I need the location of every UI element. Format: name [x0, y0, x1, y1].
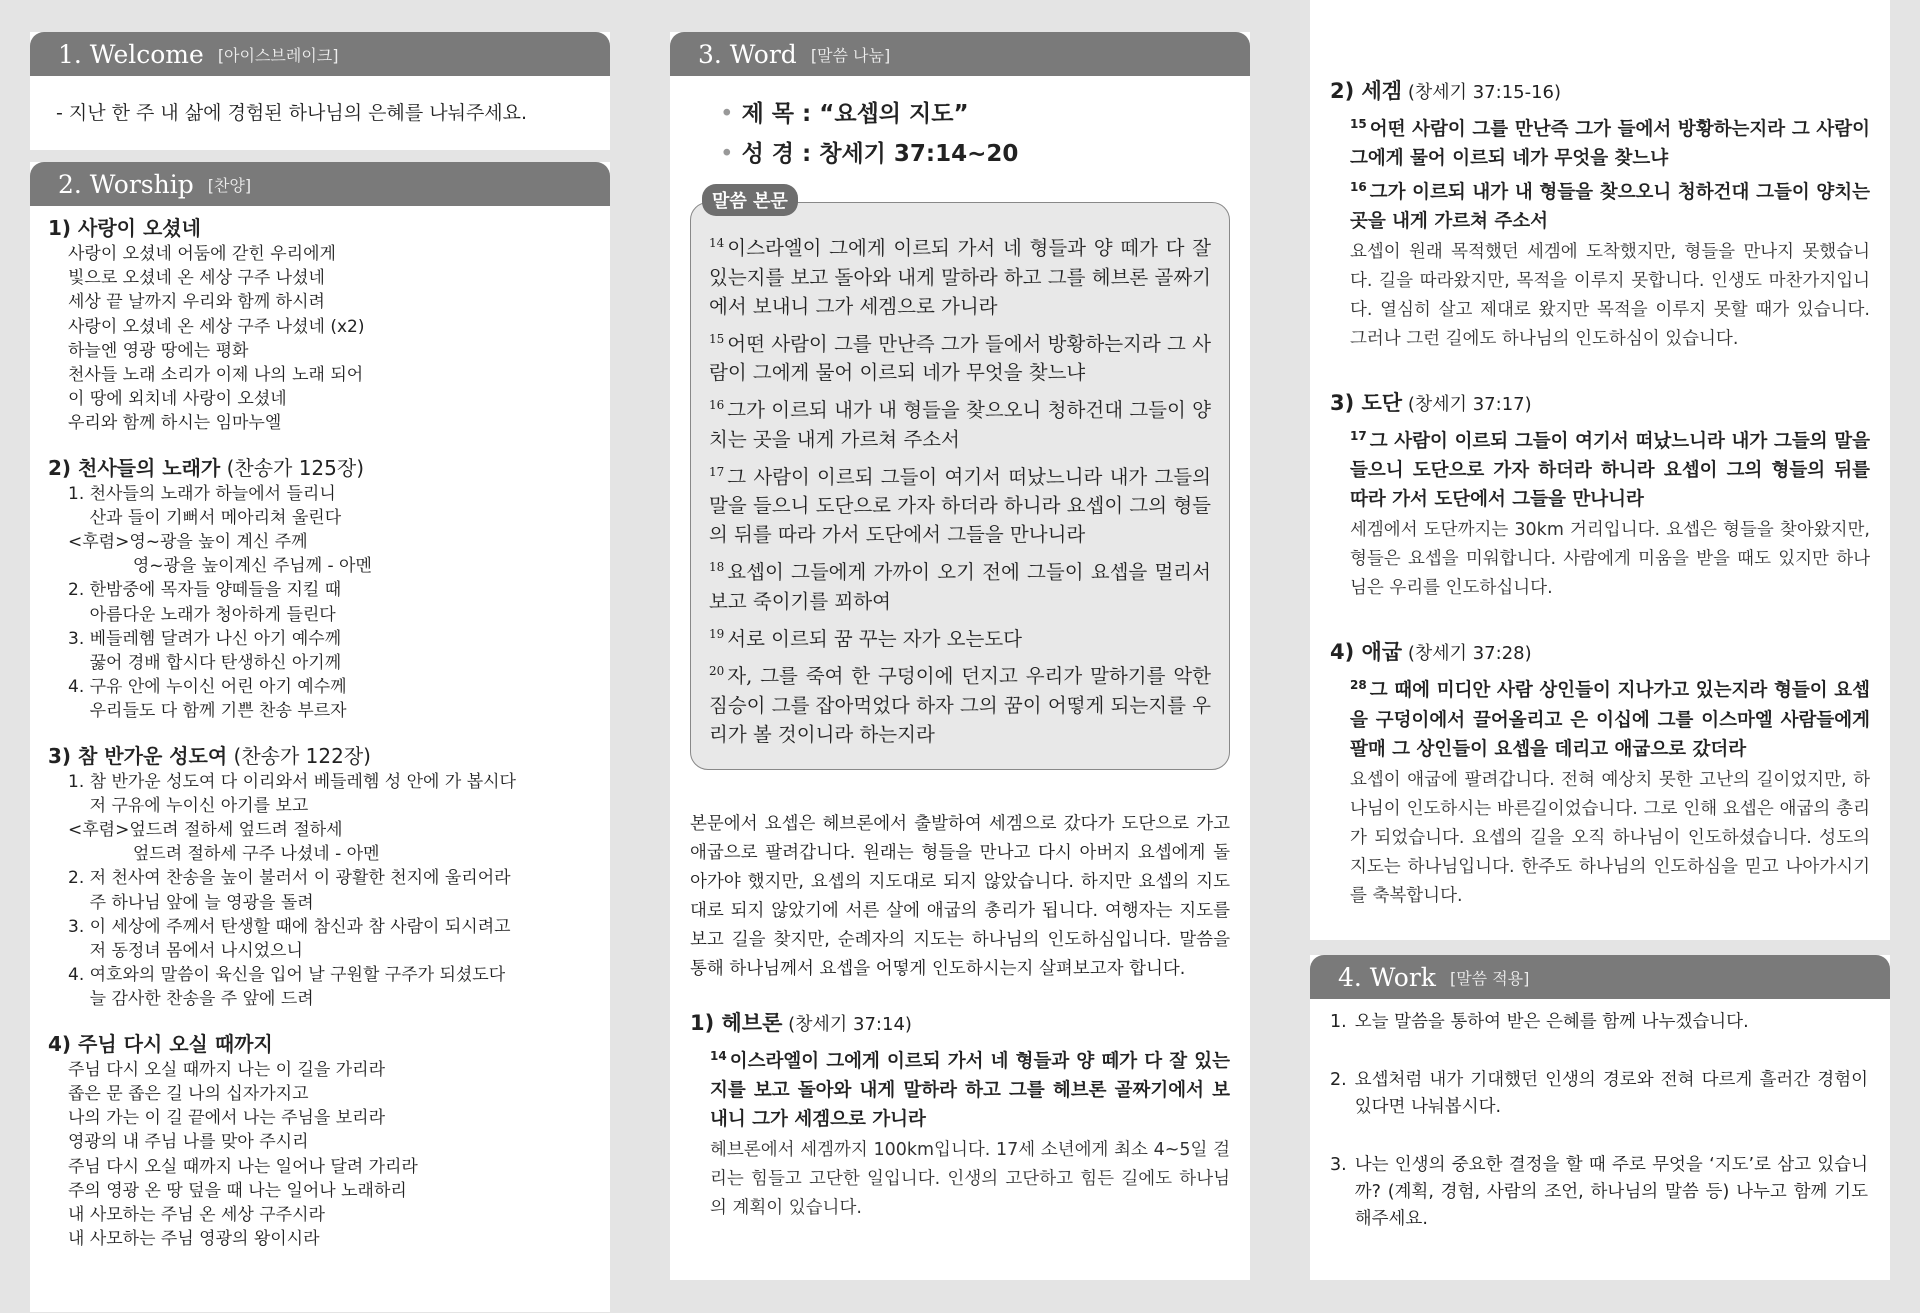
- lyric-line: 빛으로 오셨네 온 세상 구주 나셨네: [68, 268, 325, 289]
- point-verse: $^{17}$ 그 사람이 이르되 그들이 여기서 떠났느니라 내가 그들의 말을 들으니 도단으로 가자 하더라 하니라 요셉이 그의 형들의 뒤를 따라 가서 도단에서 그들을 만나니라: [1350, 429, 1870, 511]
- work-question: 1. 오늘 말씀을 통하여 받은 은혜를 함께 나누겠습니다.: [1330, 1012, 1749, 1032]
- point-description: 헤브론에서 세겜까지 100km입니다. 17세 소년에게 최소 4~5일 걸리는 힘들고 고단한 일입니다. 인생의 고단하고 힘든 길에도 하나님의 계획이 있습니다.: [710, 1139, 1230, 1218]
- work-section: [1310, 955, 1890, 1280]
- point-title: 4) 애굽 (창세기 37:28): [1330, 640, 1532, 665]
- point-verse: $^{16}$ 그가 이르되 내가 내 형들을 찾으오니 청하건대 그들이 양치는 곳을 내게 가르쳐 주소서: [1350, 180, 1870, 233]
- lyric-line: 주 하나님 앞에 늘 영광을 돌려: [68, 892, 314, 913]
- hymn-lyrics: [48, 242, 610, 436]
- hymn-lyrics: [48, 1058, 610, 1252]
- sermon-title: • 제 목 : “요셉의 지도”: [720, 101, 969, 127]
- hymn: [48, 454, 610, 724]
- lyric-line: 1. 천사들의 노래가 하늘에서 들리니: [68, 483, 336, 504]
- hymn: [48, 742, 610, 1012]
- point-description: 세겜에서 도단까지는 30km 거리입니다. 요셉은 형들을 찾아왔지만, 형들은 요셉을 미워합니다. 사람에게 미움을 받을 때도 있지만 하나님은 우리를 인도하십니다.: [1350, 520, 1870, 599]
- word-title: 3. Word: [698, 39, 797, 69]
- lyric-line: 좁은 문 좁은 길 나의 십자가지고: [68, 1083, 309, 1104]
- lyric-line: 천사들 노래 소리가 이제 나의 노래 되어: [68, 365, 364, 386]
- passage-verse: $^{14}$ 이스라엘이 그에게 이르되 가서 네 형들과 양 떼가 다 잘 있는지를 보고 돌아와 내게 말하라 하고 그를 헤브론 골짜기에서 보내니 그가 세겜으로 가니라: [709, 236, 1211, 318]
- lyric-line: <후렴>영~광을 높이 계신 주께: [68, 532, 308, 553]
- lyric-line: 영광의 내 주님 나를 맞아 주시리: [68, 1132, 309, 1153]
- hymn-title: 4) 주님 다시 오실 때까지: [48, 1031, 273, 1056]
- lyric-line: 4. 구유 안에 누이신 어린 아기 예수께: [68, 677, 347, 698]
- point-title: 1) 헤브론 (창세기 37:14): [690, 1010, 912, 1035]
- welcome-section: [30, 32, 610, 150]
- lyric-line: 주님 다시 오실 때까지 나는 일어나 달려 가리라: [68, 1156, 418, 1177]
- lyric-line: 우리와 함께 하시는 임마누엘: [68, 413, 282, 434]
- point-verse: $^{28}$ 그 때에 미디안 사람 상인들이 지나가고 있는지라 형들이 요셉을 구덩이에서 끌어올리고 은 이십에 그를 이스마엘 사람들에게 팔매 그 상인들이 요셉을 데리고 애굽으로 갔더라: [1350, 678, 1870, 760]
- passage-verse: $^{17}$ 그 사람이 이르되 그들이 여기서 떠났느니라 내가 그들의 말을 들으니 도단으로 가자 하더라 하니라 요셉이 그의 형들의 뒤를 따라 가서 도단에서 그들을 만나니라: [709, 464, 1211, 546]
- word-body: [670, 76, 1250, 1223]
- lyric-line: 사랑이 오셨네 어둠에 갇힌 우리에게: [68, 244, 336, 264]
- lyric-line: 늘 감사한 찬송을 주 앞에 드려: [68, 989, 314, 1010]
- lyric-line: 꿇어 경배 합시다 탄생하신 아기께: [68, 653, 342, 674]
- lyric-line: 산과 들이 기뻐서 메아리쳐 울린다: [68, 507, 342, 528]
- hymn-lyrics: [48, 482, 610, 724]
- welcome-header: [30, 32, 610, 76]
- lyric-line: 내 사모하는 주님 온 세상 구주시라: [68, 1204, 325, 1225]
- hymn: [48, 214, 610, 436]
- work-question: 2. 요셉처럼 내가 기대했던 인생의 경로와 전혀 다르게 흘러간 경험이 있다면 나눠봅시다.: [1330, 1070, 1868, 1117]
- hymn: [48, 1030, 610, 1252]
- point-title: 3) 도단 (창세기 37:17): [1330, 391, 1532, 416]
- point-verse: $^{14}$ 이스라엘이 그에게 이르되 가서 네 형들과 양 떼가 다 잘 있는지를 보고 돌아와 내게 말하라 하고 그를 헤브론 골짜기에서 보내니 그가 세겜으로 가니라: [710, 1048, 1230, 1130]
- work-subtitle: [말씀 적용]: [1449, 968, 1530, 988]
- lyric-line: 영~광을 높이계신 주님께 - 아멘: [68, 556, 372, 577]
- worship-title: 2. Worship: [58, 169, 194, 199]
- passage-verse: $^{20}$ 자, 그를 죽여 한 구덩이에 던지고 우리가 말하기를 악한 짐승이 그를 잡아먹었다 하자 그의 꿈이 어떻게 되는지를 우리가 볼 것이니라 하는지라: [709, 664, 1211, 746]
- lyric-line: <후렴>엎드려 절하세 엎드려 절하세: [68, 820, 343, 841]
- work-title: 4. Work: [1338, 962, 1436, 992]
- hymn-title: 1) 사랑이 오셨네: [48, 216, 201, 240]
- hymn-title: 2) 천사들의 노래가 (찬송가 125장): [48, 455, 365, 480]
- lyric-line: 엎드려 절하세 구주 나셨네 - 아멘: [68, 844, 380, 865]
- passage-label: 말씀 본문: [702, 184, 798, 216]
- sermon-point: [690, 1008, 1230, 1223]
- lyric-line: 주의 영광 온 땅 덮을 때 나는 일어나 노래하리: [68, 1180, 407, 1201]
- point-title: 2) 세겜 (창세기 37:15-16): [1330, 79, 1562, 103]
- passage-verse: $^{15}$ 어떤 사람이 그를 만난즉 그가 들에서 방황하는지라 그 사람이 그에게 물어 이르되 네가 무엇을 찾느냐: [709, 331, 1211, 384]
- passage-box: [690, 202, 1230, 770]
- work-list: [1310, 999, 1890, 1233]
- lyric-line: 내 사모하는 주님 영광의 왕이시라: [68, 1229, 320, 1250]
- lyric-line: 우리들도 다 함께 기쁜 찬송 부르자: [68, 701, 347, 722]
- lyric-line: 3. 베들레헴 달려가 나신 아기 예수께: [68, 628, 342, 649]
- lyric-line: 나의 가는 이 길 끝에서 나는 주님을 보리라: [68, 1108, 386, 1129]
- lyric-line: 세상 끝 날까지 우리와 함께 하시려: [68, 292, 325, 313]
- word-header: [670, 32, 1250, 76]
- passage-verse: $^{19}$ 서로 이르되 꿈 꾸는 자가 오는도다: [709, 626, 1022, 650]
- worship-hymn-list: [30, 206, 610, 1251]
- scripture-reference: • 성 경 : 창세기 37:14~20: [720, 141, 1019, 167]
- word-subtitle: [말씀 나눔]: [810, 45, 891, 65]
- worship-subtitle: [찬양]: [207, 175, 252, 195]
- work-question: 3. 나는 인생의 중요한 결정을 할 때 주로 무엇을 ‘지도’로 삼고 있습니까? (계획, 경험, 사람의 조언, 하나님의 말씀 등) 나누고 함께 기도해주세요.: [1330, 1155, 1868, 1229]
- hymn-lyrics: [48, 770, 610, 1012]
- sermon-point: [1330, 76, 1870, 354]
- sermon-point: [1330, 637, 1870, 910]
- lyric-line: 저 동정녀 몸에서 나시었으니: [68, 941, 303, 962]
- lyric-line: 이 땅에 외치네 사랑이 오셨네: [68, 389, 287, 410]
- lyric-line: 주님 다시 오실 때까지 나는 이 길을 가리라: [68, 1059, 386, 1080]
- passage-verse: $^{16}$ 그가 이르되 내가 내 형들을 찾으오니 청하건대 그들이 양치는 곳을 내게 가르쳐 주소서: [709, 398, 1211, 451]
- passage-verse: $^{18}$ 요셉이 그들에게 가까이 오기 전에 그들이 요셉을 멀리서 보고 죽이기를 꾀하여: [709, 560, 1211, 613]
- point-description: 요셉이 원래 목적했던 세겜에 도착했지만, 형들을 만나지 못했습니다. 길을 따라왔지만, 목적을 이루지 못합니다. 인생도 마찬가지입니다. 열심히 살고 제대로 왔지만 목적을 이루지 못할 때가 있습니다. 그러나 그런 길에도 하나님의 인도하심이 있습니다.: [1350, 242, 1870, 350]
- lyric-line: 2. 저 천사여 찬송을 높이 불러서 이 광활한 천지에 울리어라: [68, 868, 511, 889]
- hymn-title: 3) 참 반가운 성도여 (찬송가 122장): [48, 743, 371, 768]
- lyric-line: 하늘엔 영광 땅에는 평화: [68, 340, 249, 361]
- lyric-line: 아름다운 노래가 청아하게 들린다: [68, 604, 336, 625]
- lyric-line: 저 구유에 누이신 아기를 보고: [68, 795, 309, 816]
- sermon-intro: 본문에서 요셉은 헤브론에서 출발하여 세겜으로 갔다가 도단으로 가고 애굽으로 팔려갑니다. 원래는 형들을 만나고 다시 아버지 요셉에게 돌아가야 했지만, 요셉의 지도대로 되지 않았습니다. 하지만 요셉의 지도대로 되지 않았기에 서른 살에 애굽의 총리가 됩니다. 여행자는 지도를 보고 길을 찾지만, 순례자의 지도는 하나님의 인도하심입니다. 말씀을 통해 하나님께서 요셉을 어떻게 인도하시는지 살펴보고자 합니다.: [690, 813, 1230, 979]
- welcome-title: 1. Welcome: [58, 39, 204, 69]
- point-description: 요셉이 애굽에 팔려갑니다. 전혀 예상치 못한 고난의 길이었지만, 하나님이 인도하시는 바른길이었습니다. 그로 인해 요셉은 애굽의 총리가 되었습니다. 요셉의 길을 오직 하나님이 인도하셨습니다. 성도의 지도는 하나님입니다. 한주도 하나님의 인도하심을 믿고 나아가시기를 축복합니다.: [1350, 769, 1870, 906]
- worship-section: [30, 162, 610, 1312]
- lyric-line: 3. 이 세상에 주께서 탄생할 때에 참신과 참 사람이 되시려고: [68, 916, 511, 937]
- lyric-line: 사랑이 오셨네 온 세상 구주 나셨네 (x2): [68, 316, 365, 337]
- welcome-subtitle: [아이스브레이크]: [217, 45, 339, 65]
- worship-header: [30, 162, 610, 206]
- lyric-line: 4. 여호와의 말씀이 육신을 입어 날 구원할 구주가 되셨도다: [68, 965, 506, 986]
- word-continued-section: [1310, 0, 1890, 940]
- lyric-line: 2. 한밤중에 목자들 양떼들을 지킬 때: [68, 580, 342, 601]
- lyric-line: 1. 참 반가운 성도여 다 이리와서 베들레헴 성 안에 가 봅시다: [68, 771, 516, 792]
- welcome-text: - 지난 한 주 내 삶에 경험된 하나님의 은혜를 나눠주세요.: [56, 102, 528, 124]
- work-header: [1310, 955, 1890, 999]
- point-verse: $^{15}$ 어떤 사람이 그를 만난즉 그가 들에서 방황하는지라 그 사람이 그에게 물어 이르되 네가 무엇을 찾느냐: [1350, 117, 1870, 170]
- sermon-point: [1330, 388, 1870, 603]
- word-section: [670, 32, 1250, 1280]
